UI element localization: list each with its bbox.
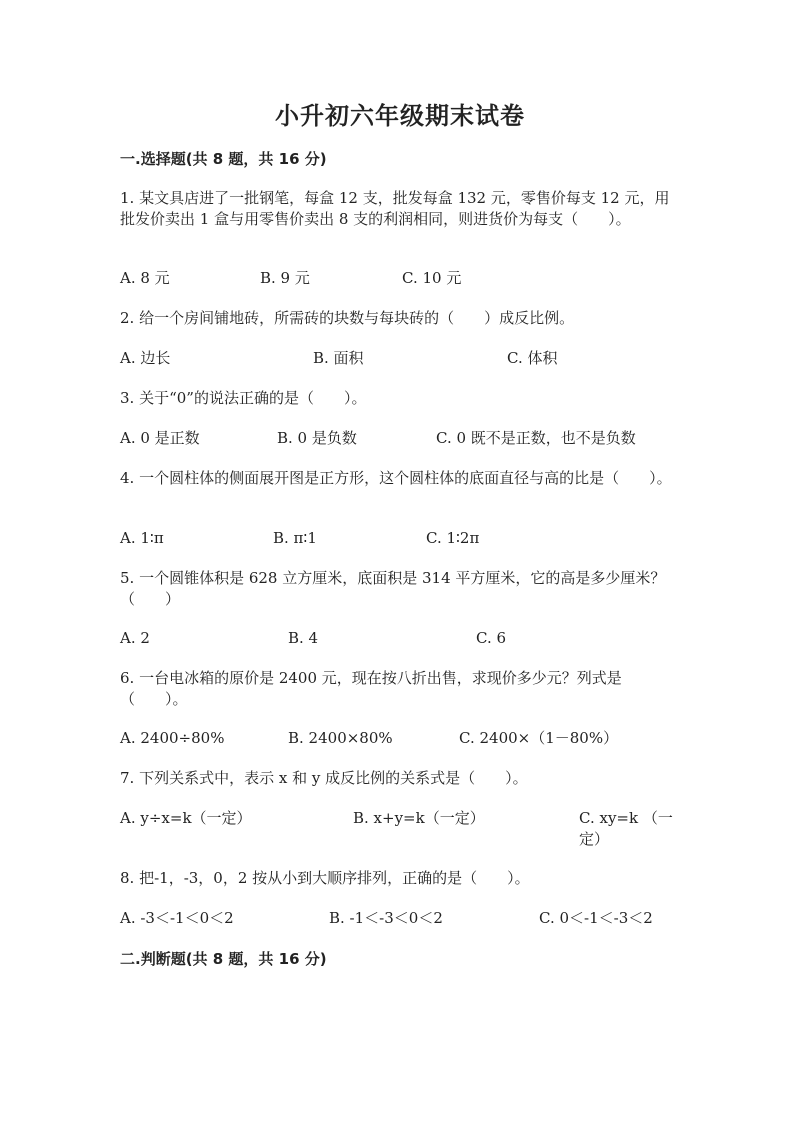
- option-b: B. π∶1: [273, 529, 317, 547]
- option-b: B. 面积: [313, 349, 364, 367]
- question-2-options: [120, 348, 680, 369]
- page-title: 小升初六年级期末试卷: [275, 101, 525, 130]
- question-1-stem: 1. 某文具店进了一批钢笔，每盒 12 支，批发每盒 132 元，零售价每支 12 元，用批发价卖出 1 盒与用零售价卖出 8 支的利润相同，则进货价为每支（ ）。: [120, 189, 670, 228]
- option-c: C. 0 既不是正数，也不是负数: [436, 429, 636, 447]
- option-b: B. 4: [288, 629, 319, 647]
- question-5-options: [120, 628, 680, 649]
- question-6-stem: 6. 一台电冰箱的原价是 2400 元，现在按八折出售，求现价多少元？列式是（ ）。: [120, 669, 622, 708]
- option-a: A. 1∶π: [120, 529, 164, 547]
- option-a: A. 0 是正数: [120, 429, 200, 447]
- question-2-stem: 2. 给一个房间铺地砖，所需砖的块数与每块砖的（ ）成反比例。: [120, 309, 575, 327]
- option-b: B. 0 是负数: [277, 429, 357, 447]
- option-c: C. 10 元: [402, 269, 462, 287]
- option-a: A. 边长: [120, 349, 171, 367]
- option-a: A. 2: [120, 629, 150, 647]
- option-c: C. 体积: [507, 349, 558, 367]
- option-a: A. y÷x=k（一定）: [120, 809, 252, 827]
- option-b: B. 2400×80%: [288, 729, 393, 747]
- section-heading-choice: 一.选择题(共 8 题，共 16 分): [120, 150, 327, 168]
- question-3-options: [120, 428, 680, 449]
- option-b: B. 9 元: [260, 269, 310, 287]
- question-5-stem: 5. 一个圆锥体积是 628 立方厘米，底面积是 314 平方厘米，它的高是多少厘米？（ ）: [120, 569, 666, 608]
- option-c: C. 2400×（1－80%）: [459, 729, 619, 747]
- question-4-stem: 4. 一个圆柱体的侧面展开图是正方形，这个圆柱体的底面直径与高的比是（ ）。: [120, 469, 672, 487]
- question-8-options: [120, 908, 680, 929]
- option-a: A. -3＜-1＜0＜2: [120, 909, 234, 927]
- option-a: A. 8 元: [120, 269, 170, 287]
- section-heading-judgement: 二.判断题(共 8 题，共 16 分): [120, 950, 327, 968]
- question-1-options: [120, 268, 680, 289]
- option-b: B. x+y=k（一定）: [353, 809, 485, 827]
- option-c: C. 6: [476, 629, 507, 647]
- option-a: A. 2400÷80%: [120, 729, 225, 747]
- question-4-options: [120, 528, 680, 549]
- question-8-stem: 8. 把-1，-3，0，2 按从小到大顺序排列，正确的是（ ）。: [120, 869, 530, 887]
- option-c: C. xy=k （一定）: [579, 809, 673, 848]
- question-7-options: [120, 808, 680, 848]
- question-6-options: [120, 728, 680, 749]
- option-c: C. 1∶2π: [426, 529, 480, 547]
- question-7-stem: 7. 下列关系式中，表示 x 和 y 成反比例的关系式是（ ）。: [120, 769, 528, 787]
- option-b: B. -1＜-3＜0＜2: [329, 909, 443, 927]
- question-3-stem: 3. 关于“0”的说法正确的是（ ）。: [120, 389, 367, 407]
- option-c: C. 0＜-1＜-3＜2: [539, 909, 653, 927]
